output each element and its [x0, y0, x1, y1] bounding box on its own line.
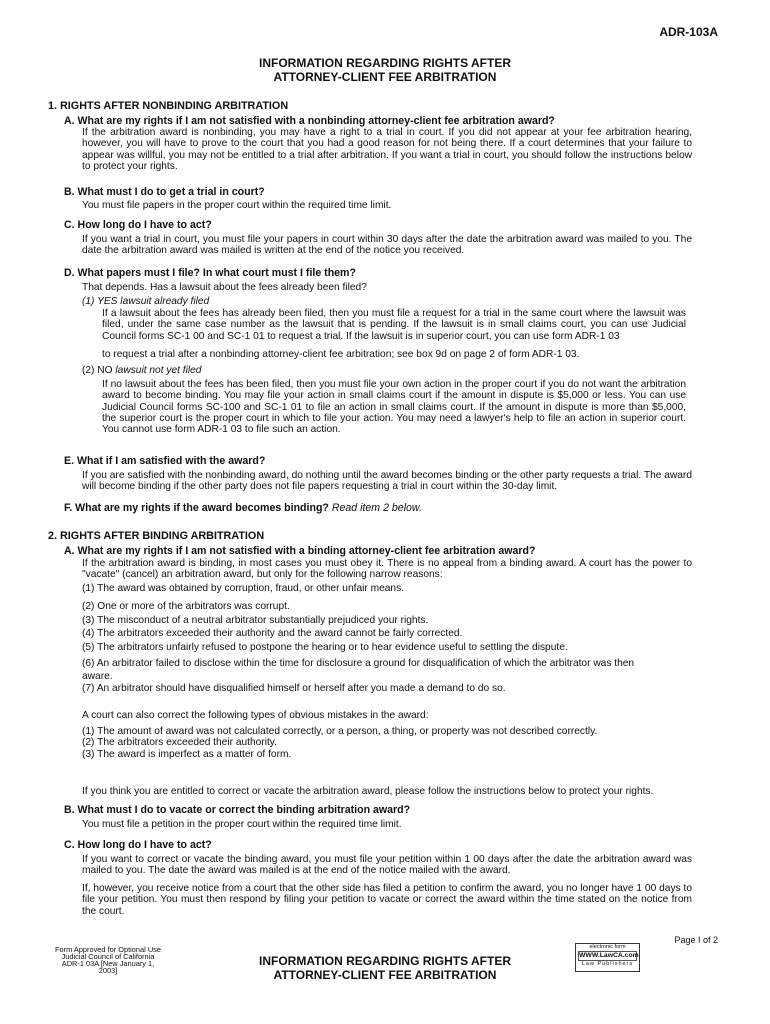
question-1d: D. What papers must I file? In what court must I file them?	[64, 267, 356, 279]
question-1f	[64, 503, 422, 514]
answer-1b: You must file papers in the proper court within the required time limit.	[82, 200, 392, 211]
form-approval-line2: Judicial Council of California	[61, 952, 155, 961]
correction-list	[82, 726, 682, 760]
answer-1d: That depends. Has a lawsuit about the fees already been filed?	[82, 282, 367, 293]
correction-item: (3) The award is imperfect as a matter of form.	[82, 748, 292, 760]
question-1a: A. What are my rights if I am not satisfied with a nonbinding attorney-client fee arbitration award?	[64, 115, 555, 127]
page-number: Page I of 2	[674, 935, 718, 945]
reason-item: (6) An arbitrator failed to disclose within the time for disclosure a ground for disqualification of which the arbitrator was then aware.	[82, 657, 635, 682]
logo-url: WWW.LawCA.com	[579, 952, 639, 959]
question-2c: C. How long do I have to act?	[64, 839, 212, 851]
answer-1e: If you are satisfied with the nonbinding award, do nothing until the award becomes binding or the other party requests a trial. The award will become binding if the other party does not file papers requesting a trial in court within the 30-day limit.	[82, 470, 692, 493]
option-1d-no-prefix: (2) NO	[82, 365, 113, 376]
section1-heading: 1. RIGHTS AFTER NONBINDING ARBITRATION	[48, 100, 289, 112]
question-1b: B. What must I do to get a trial in court?	[64, 186, 265, 198]
page-title-line1: INFORMATION REGARDING RIGHTS AFTER	[259, 56, 511, 70]
reason-item: (5) The arbitrators unfairly refused to postpone the hearing or to hear evidence useful to settling the dispute.	[82, 641, 568, 653]
question-1e: E. What if I am satisfied with the award?	[64, 455, 266, 467]
footer-title-line2: ATTORNEY-CLIENT FEE ARBITRATION	[273, 968, 497, 982]
footer-title	[0, 954, 770, 982]
answer-2b: You must file a petition in the proper court within the required time limit.	[82, 819, 402, 830]
option-1d-no-text: If no lawsuit about the fees has been filed, then you must file your own action in the proper court if you do not want the arbitration award to become binding. You may file your action in small claims court if the amount in dispute is $5,000 or less. You can use Judicial Council forms SC-100 and SC-1 01 to file an action in small claims court. If the amount in dispute is more than $5,000, the superior court is the proper court in which to file your action. You may need a lawyer's help to file an action in superior court. You cannot use form ADR-1 03 to file such an action.	[102, 379, 686, 436]
corrections-intro: A court can also correct the following types of obvious mistakes in the award:	[82, 710, 429, 721]
answer-2a: If the arbitration award is binding, in most cases you must obey it. There is no appeal from a binding award. A court has the power to "vacate" (cancel) an arbitration award, but only for the following narrow reasons:	[82, 558, 692, 581]
option-1d-yes-continued: to request a trial after a nonbinding attorney-client fee arbitration; see box 9d on page 2 of form ADR-1 03.	[102, 349, 580, 360]
answer-2c-part2: If, however, you receive notice from a court that the other side has filed a petition to confirm the award, you no longer have 1 00 days to file your petition. You must then respond by filing your petition to vacate or correct the award within the time stated on the notice from the court.	[82, 883, 692, 917]
form-approval-line1: Form Approved for Optional Use	[55, 945, 161, 954]
correction-item: (2) The arbitrators exceeded their authority.	[82, 737, 277, 749]
question-2b: B. What must I do to vacate or correct the binding arbitration award?	[64, 804, 411, 816]
reason-item: (1) The award was obtained by corruption, fraud, or other unfair means.	[82, 583, 405, 594]
reason-item: (7) An arbitrator should have disqualified himself or herself after you made a demand to do so.	[82, 682, 506, 694]
option-1d-no-label-text: lawsuit not yet filed	[115, 365, 202, 376]
reason-item: (2) One or more of the arbitrators was corrupt.	[82, 601, 290, 612]
question-1c: C. How long do I have to act?	[64, 219, 212, 231]
section2-heading: 2. RIGHTS AFTER BINDING ARBITRATION	[48, 530, 265, 542]
reason-item: (4) The arbitrators exceeded their authority and the award cannot be fairly corrected.	[82, 628, 463, 639]
option-1d-no-label	[82, 365, 201, 376]
page-title	[0, 56, 770, 84]
option-1d-yes-text: If a lawsuit about the fees has already been filed, then you must file a request for a trial in the same court where the lawsuit was filed, under the same case number as the lawsuit that is pending. If the lawsuit is in small claims court, you can use Judicial Council forms SC-1 00 and SC-1 01 to request a trial. If the lawsuit is in superior court, you can use form ADR-1 03	[102, 308, 686, 342]
correction-item: (1) The amount of award was not calculated correctly, or a person, a thing, or property was not described correctly.	[82, 726, 598, 737]
answer-2c-part1: If you want to correct or vacate the binding award, you must file your petition within 1 00 days after the date the arbitration award was mailed to you. The date the award was mailed is at the end of the notice mailed with the award.	[82, 854, 692, 877]
form-code: ADR-103A	[659, 25, 718, 39]
reason-item: (3) The misconduct of a neutral arbitrator substantially prejudiced your rights.	[82, 614, 429, 626]
question-1f-text: F. What are my rights if the award becomes binding?	[64, 502, 329, 514]
publisher-logo	[575, 943, 640, 972]
answer-1c: If you want a trial in court, you must file your papers in court within 30 days after the date the arbitration award was mailed to you. The date the arbitration award was mailed is written at the end of the notice you received.	[82, 234, 692, 257]
footer-title-line1: INFORMATION REGARDING RIGHTS AFTER	[259, 954, 511, 968]
form-approval-line3: ADR-1 03A [New January 1, 2003]	[61, 959, 155, 975]
logo-top-text: electronic form	[589, 944, 626, 950]
question-2a: A. What are my rights if I am not satisfied with a binding attorney-client fee arbitration award?	[64, 545, 536, 557]
logo-bottom-text: Law Publishers	[581, 961, 634, 967]
answer-1a: If the arbitration award is nonbinding, you may have a right to a trial in court. If you did not appear at your fee arbitration hearing, however, you will have to prove to the court that you had a good reason for not being there. If a court determines that your failure to appear was willful, you may not be entitled to a trial after arbitration. If you want a trial in court, you should follow the instructions below to protect your rights.	[82, 127, 692, 172]
reason-list	[82, 583, 682, 694]
answer-1f: Read item 2 below.	[331, 502, 422, 514]
page-title-line2: ATTORNEY-CLIENT FEE ARBITRATION	[273, 70, 497, 84]
follow-instructions: If you think you are entitled to correct or vacate the arbitration award, please follow the instructions below to protect your rights.	[82, 786, 654, 797]
option-1d-yes-label: (1) YES lawsuit already filed	[82, 296, 210, 307]
